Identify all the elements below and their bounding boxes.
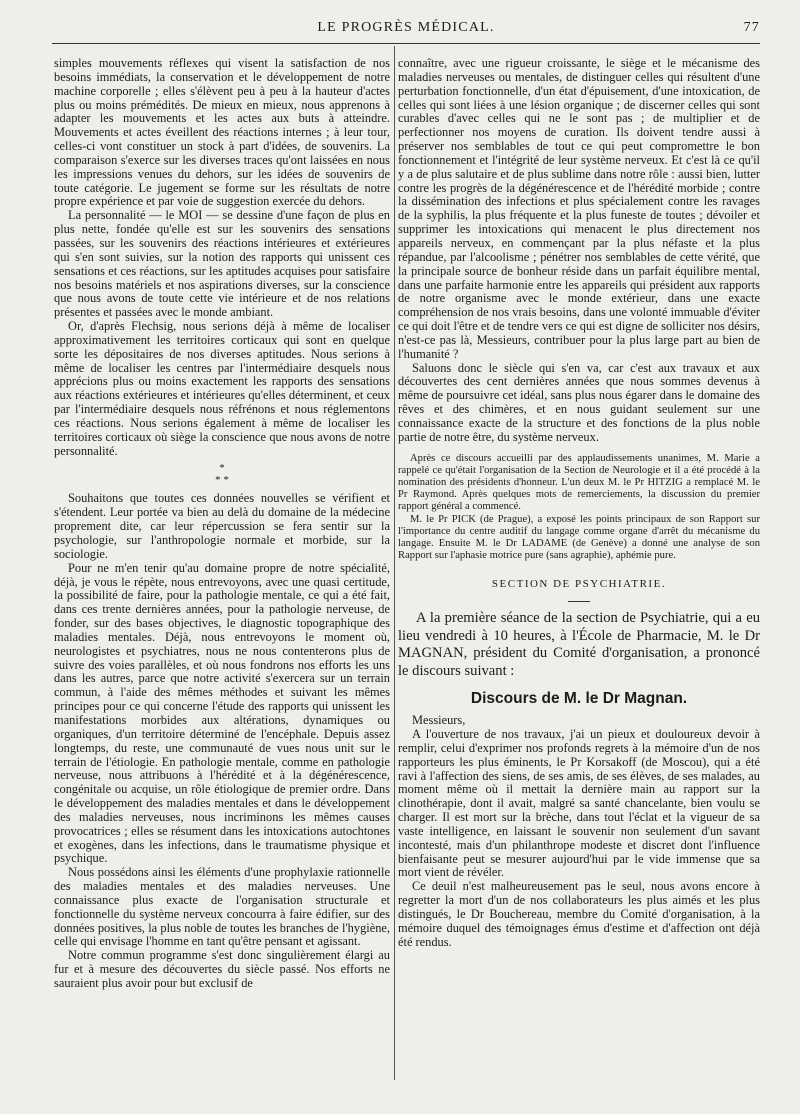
session-notes: [398, 453, 760, 563]
section-heading: SECTION DE PSYCHIATRIE.: [491, 578, 667, 591]
paragraph: Souhaitons que toutes ces données nouvelles se vérifient et s'étendent. Leur portée va bien au delà du domaine de la médecine proprement dite, car leur répercussion se fera sentir sur la psychologie, sur l'anthropologie normale et morbide, sur la sociologie.: [54, 491, 390, 561]
section-intro: [398, 610, 760, 680]
paragraph: Or, d'après Flechsig, nous serions déjà à même de localiser approximativement les territoires corticaux qui sont en quelque sorte les dépositaires de nos diverses aptitudes. Nous serions à même de localiser les centres par l'intermédiaire desquels nous apprécions plus ou moins exactement les rapports des sensations aux réactions extérieures et intérieures qu'elles déterminent, et ceux par l'intermédiaire desquels nous réfrénons et nous réglementons ces réactions. Nous serions également à même de localiser les territoires corticaux où siège la conscience que nous avons de notre personnalité.: [54, 319, 390, 458]
page-header: [52, 20, 760, 42]
note-paragraph: Après ce discours accueilli par des applaudissements unanimes, M. Marie a rappelé ce qu'était l'organisation de la Section de Neurologie et il a été procédé à la nomination des présidents d'honneur. L'un deux M. le Pr HITZIG a remplacé M. le Pr Raymond. Après quelques mots de remerciements, la discussion du premier rapport général a commencé.: [398, 452, 760, 513]
paragraph: Nous possédons ainsi les éléments d'une prophylaxie rationnelle des maladies mentales et des maladies nerveuses. Une connaissance plus exacte de l'organisation structurale et fonctionnelle du système nerveux concourra à faire édifier, sur des données positives, la plus noble de toutes les branches de l'hygiène, celle qui envisage l'homme en tant qu'être pensant et agissant.: [54, 865, 390, 949]
asterism: * * *: [215, 462, 229, 487]
header-rule: [52, 43, 760, 44]
divider-dash: [398, 594, 760, 602]
paragraph: Pour ne m'en tenir qu'au domaine propre de notre spécialité, déjà, je vous le répète, nous entrevoyons, avec une quasi certitude, la possibilité de faire, pour la pathologie mentale, ce qui a été fait, dans ces trente dernières années, pour la pathologie nerveuse, de fonder, sur des bases objectives, le diagnostic topographique des maladies mentales. Déjà, nous entrevoyons le moment où, neurologistes et psychiatres, nous ne nous contenterons plus de suivre des voies parallèles, et où nous fondrons nos efforts les uns dans les autres, parce que notre activité s'exercera sur un terrain commun, à l'aide des mêmes méthodes et suivant les mêmes principes pour ce qui concerne l'étude des rapports qui unissent les manifestations morbides aux altérations, dynamiques ou organiques, d'un territoire déterminé de l'encéphale. Depuis assez longtemps, du reste, une communauté de vues nous unit sur le terrain de l'étiologie. En pathologie mentale, comme en pathologie nerveuse, nous attribuons à l'hérédité et à la dégénérescence, congénitale ou acquise, un rôle étiologique de premier ordre. Dans le développement des maladies mentales et dans le développement des maladies nerveuses, nous incriminons les mêmes causes provocatrices ; elles se résument dans les intoxications autochtones et exogènes, dans les infections, dans le traumatisme physique et psychique.: [54, 560, 390, 866]
paragraph: La personnalité — le MOI — se dessine d'une façon de plus en plus nette, fondée qu'elle est sur les souvenirs des sensations passées, sur les souvenirs des réactions intérieures et extérieures qui s'en sont suivies, sur la notion des rapports qui unissent ces sensations et ces réactions, sur les aptitudes acquises pour satisfaire nos besoins matériels et nos aspirations diverses, sur la conscience que nous avons de toute cette vie intérieure et de nos relations présentes et passées avec le monde ambiant.: [54, 208, 390, 320]
page-number: 77: [743, 20, 760, 35]
intro-paragraph: A la première séance de la section de Psychiatrie, qui a eu lieu vendredi à 10 heures, à l'École de Pharmacie, M. le Dr MAGNAN, président du Comité d'organisation, a prononcé le discours suivant :: [398, 610, 760, 679]
paragraph: simples mouvements réflexes qui visent la satisfaction de nos besoins immédiats, la conservation et le développement de notre machine corporelle ; elles s'élèvent peu à peu à la hauteur d'actes plus ou moins prémédités. De mieux en mieux, nous apprenons à adapter les mouvements et les actes aux buts à atteindre. Mouvements et actes éveillent des réactions internes ; à leur tour, celles-ci vont constituer un stock à part d'idées, de souvenirs. La comparaison s'exerce sur les diverses traces qu'ont laissées en nous les impressions venues du dehors, sur les idées de souvenirs de toute catégorie. Le jugement se forme sur les résultats de notre propre expérience et par voie de suggestion exercée du dehors.: [54, 56, 390, 209]
right-column: [398, 57, 760, 949]
discourse-title: Discours de M. le Dr Magnan.: [470, 690, 688, 708]
paragraph: Saluons donc le siècle qui s'en va, car c'est aux travaux et aux découvertes des cent dernières années que nous sommes devenus à même de poursuivre cet idéal, sans plus nous égarer dans le domaine des rêves et des chimères, et en nous guidant seulement sur une connaissance exacte de la structure et des fonctions de la plus noble partie de notre être, du système nerveux.: [398, 360, 760, 444]
paragraph: connaître, avec une rigueur croissante, le siège et le mécanisme des maladies nerveuses ou mentales, de distinguer celles qui résultent d'une perturbation fonctionnelle, d'un état d'épuisement, d'une intoxication, de celles qui sont liées à une lésion organique ; de discerner celles qui sont curables d'avec celles qui ne le sont pas ; de multiplier et de perfectionner nos moyens de curation. Ils doivent tendre aussi à préserver nos semblables de tout ce qui peut compromettre le bon fonctionnement et l'intégrité de leur système nerveux. Et c'est là ce qu'il y a de plus salutaire et de plus sublime dans notre rôle : aussi bien, lutter contre les progrès de la dégénérescence et de l'hérédité morbide ; contre la dissémination des infections et plus spécialement contre les ravages de la syphilis, la plus fréquente et la plus funeste de toutes ; dévoiler et supprimer les intoxications qui menacent le plus directement nos appareils nerveux, en commençant par la plus néfaste et la plus répandue, par l'alcoolisme ; pénétrer nos semblables de cette vérité, que la principale source de bonheur réside dans un parfait équilibre mental, dans une parfaite harmonie entre les appareils qui président aux rapports de notre organisme avec le monde extérieur, dans une exacte compréhension de nos vrais besoins, dans une volonté immuable d'éviter ce qui doit l'être et de tendre vers ce qui est digne de solliciter nos désirs, n'est-ce pas là, Messieurs, contribuer pour la plus large part au bien de l'humanité ?: [398, 56, 760, 361]
paragraph: Ce deuil n'est malheureusement pas le seul, nous avons encore à regretter la mort d'un de nos collaborateurs les plus aimés et les plus distingués, le Dr Bouchereau, membre du Comité d'organisation, à la mémoire duquel des témoignages émus d'estime et d'affection ont déjà été rendus.: [398, 879, 760, 949]
left-column: [54, 57, 390, 991]
column-divider: [394, 46, 395, 1080]
salutation: Messieurs,: [412, 713, 466, 728]
journal-title: LE PROGRÈS MÉDICAL.: [317, 20, 495, 35]
paragraph: Notre commun programme s'est donc singulièrement élargi au fur et à mesure des découvertes du siècle passé. Nos efforts ne sauraient plus avoir pour but exclusif de: [54, 948, 390, 990]
paragraph: A l'ouverture de nos travaux, j'ai un pieux et douloureux devoir à remplir, celui d'exprimer nos profonds regrets à la mémoire d'un de nos rapporteurs les plus éminents, le Pr Korsakoff (de Moscou), qui a été ravi à l'affection des siens, de ses amis, de ses élèves, de ses malades, au moment même où il mettait la dernière main au rapport sur la clinothérapie, dont il avait, malgré sa santé chancelante, bien voulu se charger. Il est mort sur la brèche, dans tout l'éclat et la vigueur de sa vaste intelligence, en laissant le souvenir non seulement d'un savant incontesté, mais d'un philanthrope modeste et discret dont l'influence bienfaisante peut se mesurer aujourd'hui par le vide immense que sa mort vient de révéler.: [398, 726, 760, 880]
note-paragraph: M. le Pr PICK (de Prague), a exposé les points principaux de son Rapport sur l'importance du centre auditif du langage comme organe d'arrêt du mécanisme du langage. Ensuite M. le Dr LADAME (de Genève) a donné une analyse de son Rapport sur l'aphasie motrice pure (sans agraphie), aphémie pure.: [398, 513, 760, 562]
